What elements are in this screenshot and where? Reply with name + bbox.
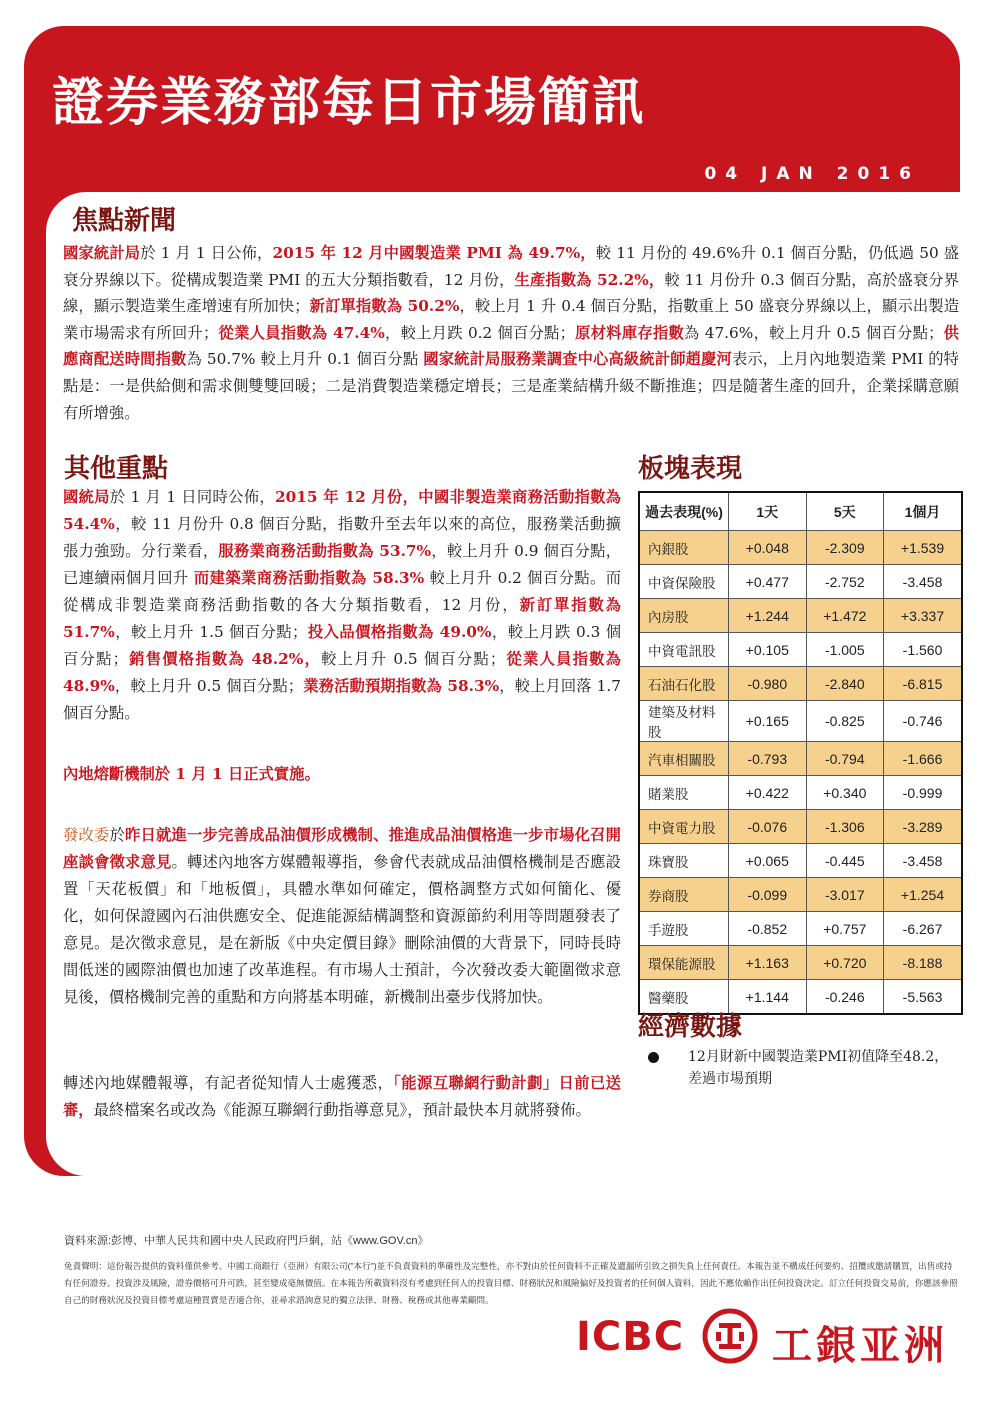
text-run: 。轉述內地客方媒體報導指，參會代表就成品油價格機制是否應設置「天花板價」和「地板價」，具體水準如何確定，價格調整方式如何簡化、優化，如何保證國內石油供應安全、促進能源結構調整和資源節約利用等問題發表了意見。是次徵求意見，是在新版《中央定價目錄》刪除油價的大背景下，同時長時間低迷的國際油價也加速了改革進程。有市場人士預計，今次發改委大範圍徵求意見後，價格機制完善的重點和方向將基本明確，新機制出臺步伐將加快。 [63, 853, 621, 1006]
return-1m-cell: -3.458 [884, 565, 962, 599]
energy-internet-paragraph [63, 1070, 621, 1124]
return-1m-cell: +1.539 [884, 531, 962, 565]
sector-name-cell: 醫藥股 [639, 980, 729, 1015]
text-run: 較上月升 0.5 個百分點； [321, 650, 506, 668]
text-run: 為 50.7% 較上月升 0.1 個百分點 [186, 350, 424, 369]
sector-name-cell: 汽車相關股 [639, 742, 729, 776]
table-row [639, 667, 962, 701]
return-5d-cell: -0.794 [806, 742, 884, 776]
return-1d-cell: -0.980 [729, 667, 807, 701]
text-run: ，較上月升 0.5 個百分點； [114, 677, 304, 695]
return-5d-cell: -3.017 [806, 878, 884, 912]
column-header-1d: 1天 [729, 492, 807, 531]
sector-name-cell: 珠寶股 [639, 844, 729, 878]
sector-name-cell: 中資電力股 [639, 810, 729, 844]
return-5d-cell: +0.720 [806, 946, 884, 980]
table-row [639, 946, 962, 980]
text-run: 投入品價格指數為 49.0% [307, 623, 492, 641]
text-run: 於 1 月 1 日同時公佈， [109, 488, 275, 506]
logo-wordmark-en: ICBC [576, 1314, 685, 1360]
text-run: 供應商配送時間指數 [63, 323, 959, 369]
return-1d-cell: -0.852 [729, 912, 807, 946]
return-5d-cell: -0.825 [806, 701, 884, 742]
table-row [639, 776, 962, 810]
return-5d-cell: -2.752 [806, 565, 884, 599]
text-run: 轉述內地媒體報導，有記者從知情人士處獲悉， [63, 1074, 394, 1092]
return-1m-cell: -0.746 [884, 701, 962, 742]
sector-name-cell: 環保能源股 [639, 946, 729, 980]
text-run: 表示，上月內地製造業 PMI 的特點是：一是供給側和需求側雙雙回暖；二是消費製造業穩定增長；三是產業結構升級不斷推進；四是隨著生產的回升，企業採購意願有所增強。 [63, 350, 959, 422]
return-1d-cell: +0.105 [729, 633, 807, 667]
return-1d-cell: +0.477 [729, 565, 807, 599]
text-run: 為 47.6%，較上月升 0.5 個百分點； [684, 323, 944, 342]
text-run: 銷售價格指數為 48.2%， [127, 650, 322, 668]
sector-performance-heading: 板塊表現 [638, 454, 743, 484]
text-run: ，較 11 月份升 0.8 個百分點，指數升至去年以來的高位，服務業活動擴張力強勁。分行業看， [63, 515, 621, 560]
return-1m-cell: +1.254 [884, 878, 962, 912]
page-title: 證券業務部每日市場簡訊 [52, 73, 647, 133]
table-row [639, 810, 962, 844]
return-5d-cell: -1.005 [806, 633, 884, 667]
return-1d-cell: -0.099 [729, 878, 807, 912]
text-run: 從業人員指數為 48.9% [63, 650, 621, 695]
other-highlights-heading: 其他重點 [64, 454, 169, 484]
sector-name-cell: 手遊股 [639, 912, 729, 946]
return-1m-cell: +3.337 [884, 599, 962, 633]
economic-data-heading: 經濟數據 [638, 1012, 743, 1042]
column-header-1m: 1個月 [884, 492, 962, 531]
text-run: ，較上月升 0.9 個百分點，已連續兩個月回升 [63, 542, 621, 587]
icbc-emblem-icon [702, 1308, 758, 1364]
text-run: 於 [109, 826, 126, 844]
text-run: 較 11 月份的 49.6%升 0.1 個百分點，仍低過 50 盛衰分界線以下。從構成製造業 PMI 的五大分類指數看，12 月份， [63, 244, 959, 289]
text-run: 2015 年 12 月中國製造業 PMI 為 49.7%， [272, 244, 596, 262]
sector-name-cell: 建築及材料股 [639, 701, 729, 742]
return-5d-cell: -0.445 [806, 844, 884, 878]
sector-name-cell: 中資電訊股 [639, 633, 729, 667]
return-1d-cell: +0.065 [729, 844, 807, 878]
bullet-icon [648, 1052, 659, 1063]
text-run: 新訂單指數為 50.2% [309, 297, 460, 316]
return-5d-cell: -0.246 [806, 980, 884, 1015]
text-run: 較上月升 0.2 個百分點。而從構成非製造業商務活動指數的各大分類指數看，12 月份， [63, 569, 621, 614]
text-run: 而建築業商務活動指數為 58.3% [193, 569, 425, 587]
return-5d-cell: -2.309 [806, 531, 884, 565]
column-header-period: 過去表現(%) [639, 492, 729, 531]
focus-news-heading: 焦點新聞 [72, 206, 177, 236]
return-5d-cell: +0.757 [806, 912, 884, 946]
focus-news-paragraph [63, 240, 959, 426]
text-run: ，較上月回落 1.7 個百分點。 [63, 677, 621, 722]
disclaimer: 免責聲明：這份報告提供的資料僅供參考。中國工商銀行（亞洲）有限公司("本行")並不負責資料的準確性及完整性，亦不對由於任何資料不正確及遺漏所引致之損失負上任何責任。本報告並不構成任何要約、招攬或邀請購買，出售或持有任何證券。投資涉及風險，證券價格可升可跌，甚至變成毫無價值。在本報告所載資料沒有考慮到任何人的投資目標、財務狀況和風險偏好及投資者的任何個人資料，因此不應依賴作出任何投資決定。訂立任何投資交易前，你應該參照自己的財務狀況及投資目標考慮這種買賣是否適合你，並尋求諮詢意見的獨立法律、財務、稅務或其他專業顧問。 [64, 1261, 958, 1305]
sector-name-cell: 內房股 [639, 599, 729, 633]
sector-name-cell: 賭業股 [639, 776, 729, 810]
table-row [639, 599, 962, 633]
return-1m-cell: -6.267 [884, 912, 962, 946]
table-row [639, 742, 962, 776]
report-date: 04 JAN 2016 [704, 164, 920, 184]
return-5d-cell: -2.840 [806, 667, 884, 701]
table-row [639, 701, 962, 742]
text-run: 新訂單指數為 51.7% [63, 596, 621, 641]
source-note: 資料來源:彭博、中華人民共和國中央人民政府門戶網，站《www.GOV.cn》 [64, 1235, 429, 1247]
return-1d-cell: -0.076 [729, 810, 807, 844]
return-1d-cell: +1.144 [729, 980, 807, 1015]
text-run: ，較上月跌 0.2 個百分點； [384, 323, 575, 342]
table-row [639, 531, 962, 565]
text-run: 於 1 月 1 日公佈， [140, 244, 273, 262]
text-run: 從業人員指數為 47.4% [218, 323, 385, 342]
return-1m-cell: -0.999 [884, 776, 962, 810]
text-run: 較 11 月份升 0.3 個百分點，高於盛衰分界線，顯示製造業生產增速有所加快； [63, 270, 959, 316]
sector-performance-body [639, 531, 962, 1015]
return-1m-cell: -3.458 [884, 844, 962, 878]
text-run: 最終檔案名或改為《能源互聯網行動指導意見》，預計最快本月就將發佈。 [93, 1101, 591, 1119]
text-run: 發改委 [63, 826, 110, 844]
text-run: ，較上月跌 0.3 個百分點； [63, 623, 621, 668]
table-header-row [639, 492, 962, 531]
icbc-logo [572, 1308, 962, 1369]
return-5d-cell: -1.306 [806, 810, 884, 844]
return-1d-cell: +1.244 [729, 599, 807, 633]
return-1d-cell: +1.163 [729, 946, 807, 980]
return-1d-cell: +0.422 [729, 776, 807, 810]
sector-performance-table [638, 491, 963, 1015]
text-run: 國統局 [63, 488, 110, 506]
return-1d-cell: +0.165 [729, 701, 807, 742]
table-row [639, 878, 962, 912]
text-run: ，較上月 1 升 0.4 個百分點，指數重上 50 盛衰分界線以上，顯示出製造業市場需求有所回升； [63, 297, 959, 342]
column-header-5d: 5天 [806, 492, 884, 531]
return-1d-cell: +0.048 [729, 531, 807, 565]
return-5d-cell: +0.340 [806, 776, 884, 810]
nonmanufacturing-pmi-paragraph [63, 484, 621, 727]
text-run: 「能源互聯網行動計劃」日前已送審， [63, 1074, 621, 1119]
table-row [639, 633, 962, 667]
sector-name-cell: 內銀股 [639, 531, 729, 565]
text-run: 原材料庫存指數 [574, 323, 685, 342]
text-run: 服務業商務活動指數為 53.7% [218, 542, 432, 560]
text-run: 業務活動預期指數為 58.3% [303, 677, 500, 695]
economic-data-item: 12月財新中國製造業PMI初值降至48.2，差過市場預期 [688, 1049, 949, 1087]
return-1m-cell: -8.188 [884, 946, 962, 980]
return-1m-cell: -5.563 [884, 980, 962, 1015]
return-1m-cell: -3.289 [884, 810, 962, 844]
logo-wordmark-zh: 工銀亚洲 [772, 1323, 948, 1369]
circuit-breaker-paragraph: 內地熔斷機制於 1 月 1 日正式實施。 [63, 765, 320, 783]
return-1m-cell: -1.560 [884, 633, 962, 667]
sector-name-cell: 券商股 [639, 878, 729, 912]
text-run: 2015 年 12 月份，中國非製造業商務活動指數為 54.4% [63, 488, 621, 533]
return-5d-cell: +1.472 [806, 599, 884, 633]
oil-pricing-paragraph [63, 822, 621, 1011]
return-1m-cell: -6.815 [884, 667, 962, 701]
return-1m-cell: -1.666 [884, 742, 962, 776]
text-run: 昨日就進一步完善成品油價形成機制、推進成品油價格進一步市場化召開座談會徵求意見 [63, 826, 621, 871]
sector-name-cell: 石油石化股 [639, 667, 729, 701]
sector-name-cell: 中資保險股 [639, 565, 729, 599]
table-row [639, 565, 962, 599]
table-row [639, 844, 962, 878]
text-run: 國家統計局 [63, 244, 141, 262]
table-row [639, 912, 962, 946]
return-1d-cell: -0.793 [729, 742, 807, 776]
text-run: 生產指數為 52.2%， [514, 270, 665, 289]
text-run: 國家統計局服務業調查中心高級統計師趙慶河 [423, 350, 732, 369]
text-run: ，較上月升 1.5 個百分點； [114, 623, 308, 641]
